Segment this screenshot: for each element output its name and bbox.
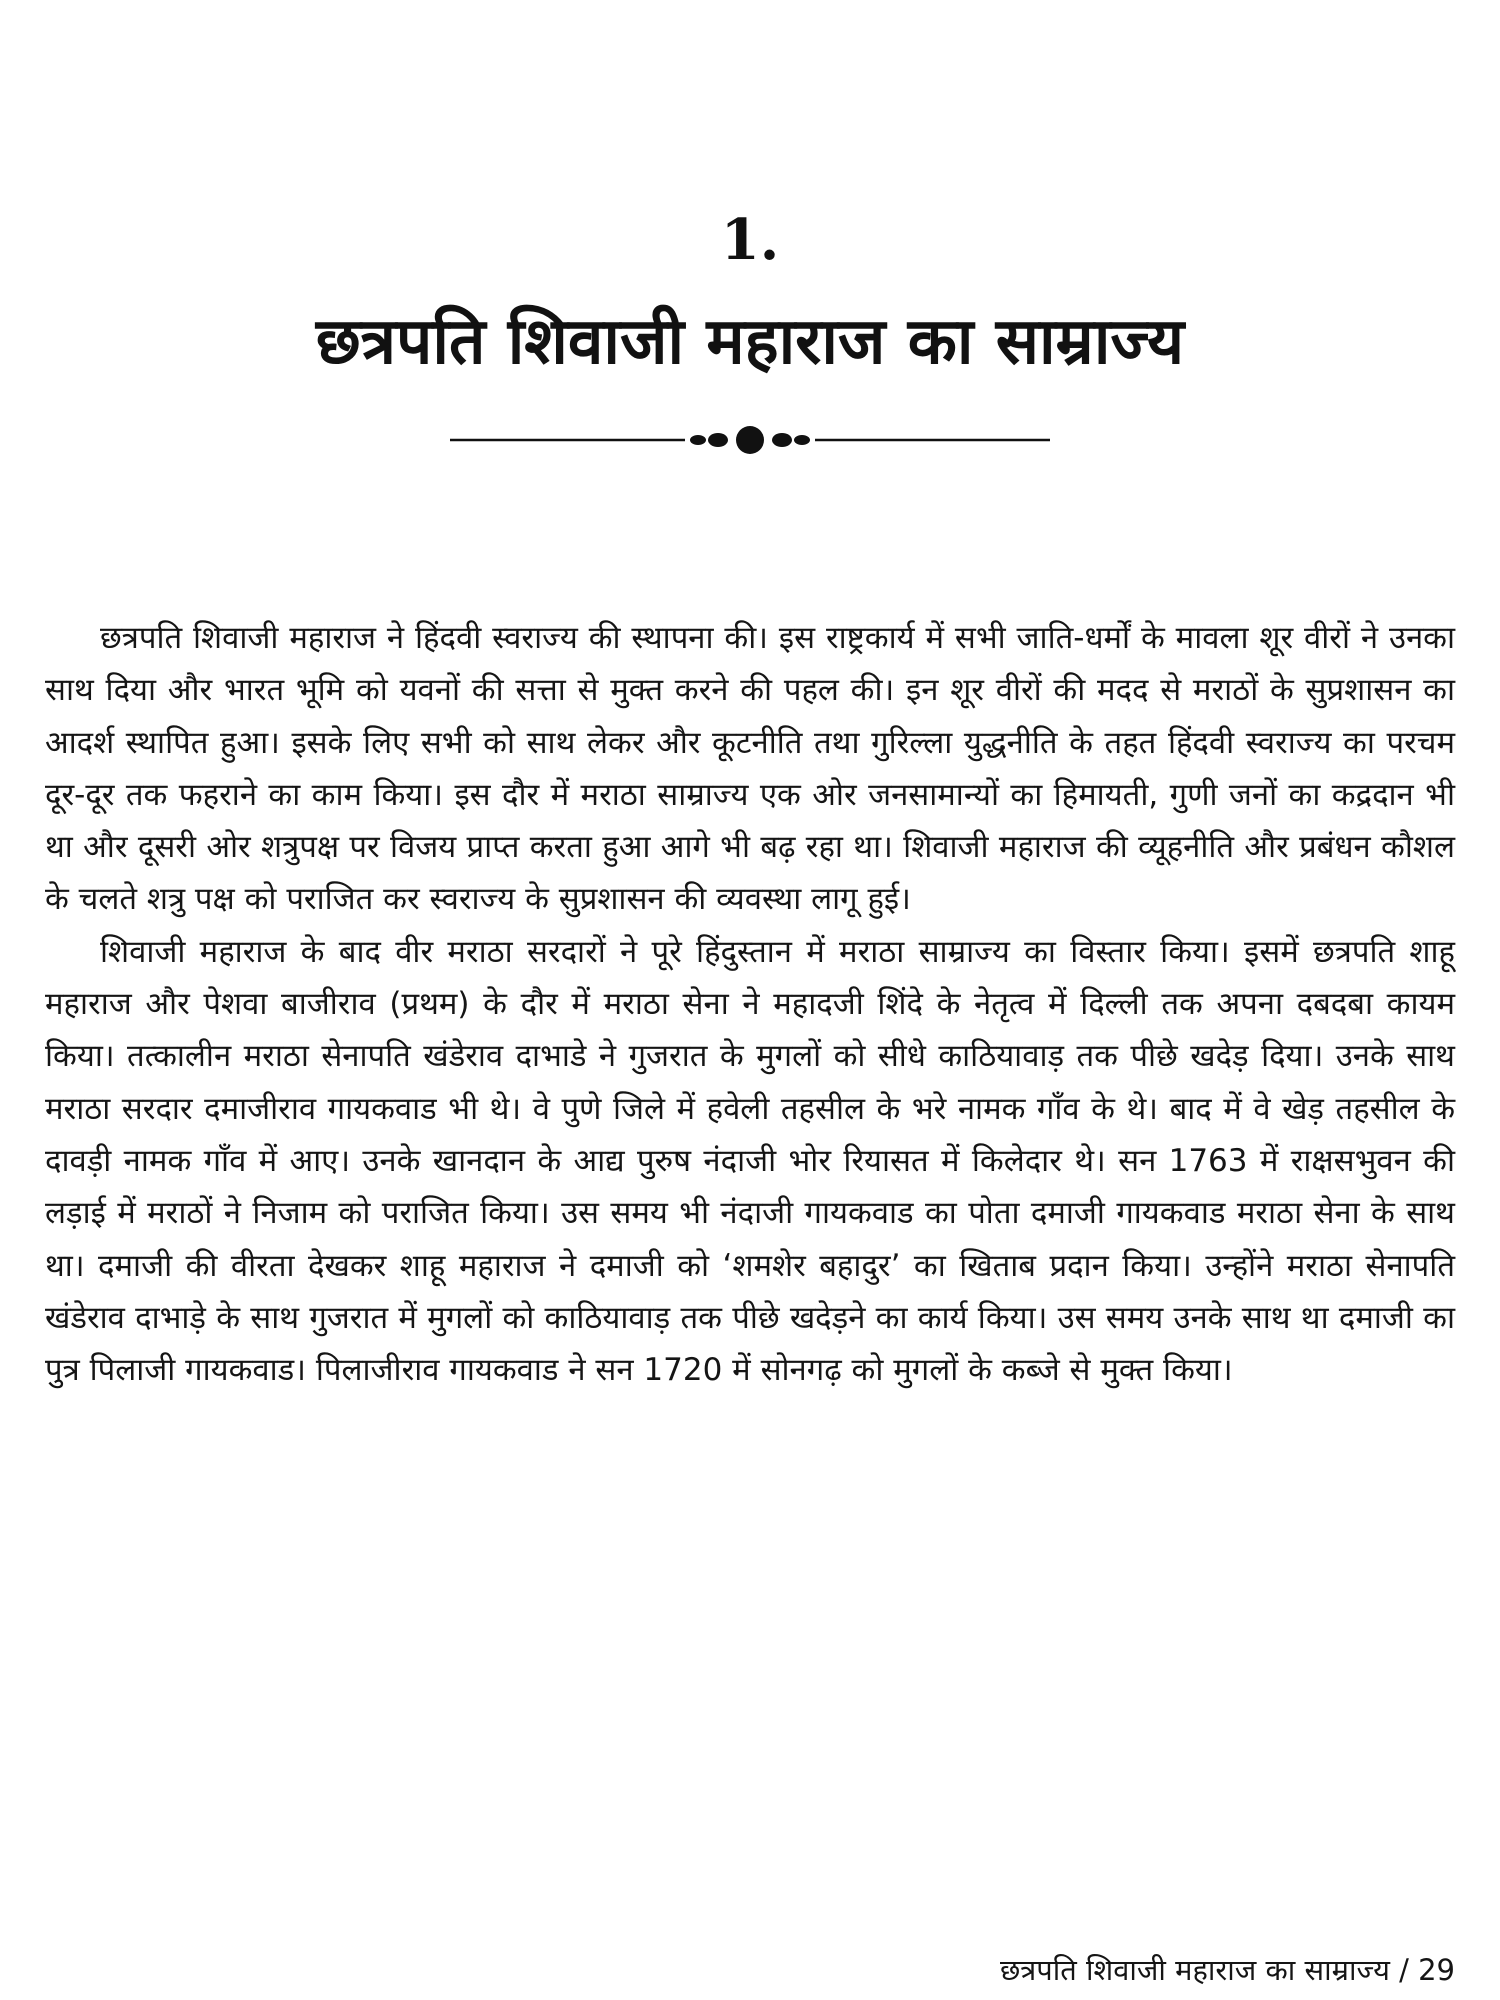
page-footer: छत्रपति शिवाजी महाराज का साम्राज्य / 29 bbox=[999, 1953, 1455, 1987]
chapter-number: 1. bbox=[720, 207, 780, 273]
chapter-title: छत्रपति शिवाजी महाराज का साम्राज्य bbox=[315, 305, 1185, 379]
body-text bbox=[45, 612, 1455, 1396]
paragraph-1: छत्रपति शिवाजी महाराज ने हिंदवी स्वराज्य की स्थापना की। इस राष्ट्रकार्य में सभी जाति-धर्मों के मावला शूर वीरों ने उनका साथ दिया और भारत भूमि को यवनों की सत्ता से मुक्त करने की पहल की। इन शूर वीरों की मदद से मराठों के सुप्रशासन का आदर्श स्थापित हुआ। इसके लिए सभी को साथ लेकर और कूटनीति तथा गुरिल्ला युद्धनीति के तहत हिंदवी स्वराज्य का परचम दूर-दूर तक फहराने का काम किया। इस दौर में मराठा साम्राज्य एक ओर जनसामान्यों का हिमायती, गुणी जनों का कद्रदान भी था और दूसरी ओर शत्रुपक्ष पर विजय प्राप्त करता हुआ आगे भी बढ़ रहा था। शिवाजी महाराज की व्यूहनीति और प्रबंधन कौशल के चलते शत्रु पक्ष को पराजित कर स्वराज्य के सुप्रशासन की व्यवस्था लागू हुई। bbox=[45, 620, 1455, 918]
paragraph-2: शिवाजी महाराज के बाद वीर मराठा सरदारों ने पूरे हिंदुस्तान में मराठा साम्राज्य का विस्तार किया। इसमें छत्रपति शाहू महाराज और पेशवा बाजीराव (प्रथम) के दौर में मराठा सेना ने महादजी शिंदे के नेतृत्व में दिल्ली तक अपना दबदबा कायम किया। तत्कालीन मराठा सेनापति खंडेराव दाभाडे ने गुजरात के मुगलों को सीधे काठियावाड़ तक पीछे खदेड़ दिया। उनके साथ मराठा सरदार दमाजीराव गायकवाड भी थे। वे पुणे जिले में हवेली तहसील के भरे नामक गाँव के थे। बाद में वे खेड़ तहसील के दावड़ी नामक गाँव में आए। उनके खानदान के आद्य पुरुष नंदाजी भोर रियासत में किलेदार थे। सन 1763 में राक्षसभुवन की लड़ाई में मराठों ने निजाम को पराजित किया। उस समय भी नंदाजी गायकवाड का पोता दमाजी गायकवाड मराठा सेना के साथ था। दमाजी की वीरता देखकर शाहू महाराज ने दमाजी को ‘शमशेर बहादुर’ का खिताब प्रदान किया। उन्होंने मराठा सेनापति खंडेराव दाभाड़े के साथ गुजरात में मुगलों को काठियावाड़ तक पीछे खदेड़ने का कार्य किया। उस समय उनके साथ था दमाजी का पुत्र पिलाजी गायकवाड। पिलाजीराव गायकवाड ने सन 1720 में सोनगढ़ को मुगलों के कब्जे से मुक्त किया। bbox=[45, 933, 1455, 1389]
ornamental-divider-icon bbox=[450, 420, 1050, 460]
